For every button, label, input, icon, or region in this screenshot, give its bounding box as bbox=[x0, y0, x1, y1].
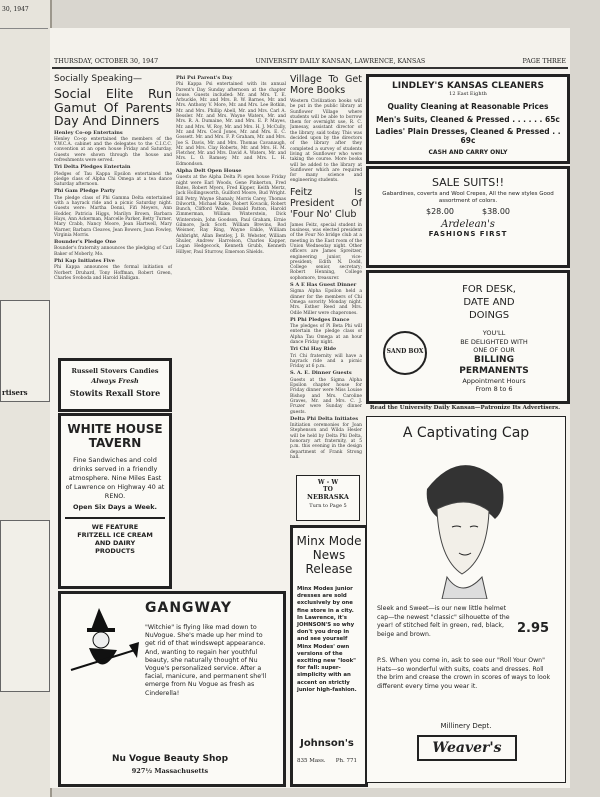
section-head: Alpha Delt Open House bbox=[176, 168, 242, 175]
ad-body: Minx Modes junior dresses are sold exclusively by one fine store in a city. In Lawrence, it's JOHNSON'S so why don't you drop in and see yourself Minx Modes' own versions of the exciting new "look" for fall: super-simplicity with an accent on strictly junior high-fashion. bbox=[297, 586, 357, 693]
social-headline: Social Elite Run Gamut Of Parents Day And Dinners bbox=[54, 86, 172, 128]
lindleys-cleaners-ad bbox=[366, 74, 570, 164]
ad-title: Minx Mode News Release bbox=[296, 534, 362, 576]
ad-title: TAVERN bbox=[88, 436, 142, 450]
ad-line: CASH AND CARRY ONLY bbox=[428, 149, 508, 156]
ad-store-name: Johnson's bbox=[300, 738, 354, 749]
ad-headline: FOR DESK, DATE AND DOINGS bbox=[462, 284, 516, 321]
ad-phone: Ph. 771 bbox=[335, 758, 357, 764]
section-body: Phi Kappa announces the formal initiation of Norbert Druhard, Tony Hoffman, Robert Green, Charles Svoboda and Harold Halligan. bbox=[54, 265, 172, 281]
section-head: Delta Phi Delta Initiates bbox=[290, 415, 359, 422]
ad-tagline: FASHIONS FIRST bbox=[428, 230, 508, 238]
story-body: James Feitz, special student in business, was elected president of the Four No bridge club at a meeting in the East room of the Union Wednesday night. Other officers are James Spreitzer, engineering junior, vice-president; Edith N. Dodd, College senior, secretary; Robert Henning, College sophomore, treasurer. bbox=[290, 222, 362, 281]
ad-address-row bbox=[297, 758, 357, 764]
ad-line: Always Fresh bbox=[91, 377, 139, 385]
ad-title: A Captivating Cap bbox=[402, 425, 530, 441]
billing-permanents-ad bbox=[366, 270, 570, 404]
header-page-number: PAGE THREE bbox=[522, 58, 566, 65]
adjacent-page-edge bbox=[0, 0, 52, 797]
ad-line: Quality Cleaning at Reasonable Prices bbox=[387, 102, 549, 111]
ad-department: Millinery Dept. bbox=[440, 722, 492, 730]
section-head: Phi Kap Initiates Five bbox=[54, 258, 115, 265]
minx-mode-ad bbox=[290, 525, 368, 787]
ad-price-line: Ladies' Plain Dresses, Cleaned & Pressed . . 69c bbox=[375, 127, 561, 145]
village-books-column bbox=[290, 74, 362, 469]
story-body: Western Civilization books will be put in the public library at Sunflower Village where students will be able to borrow them for overnight use, R. C. Jamesay, assistant director of the library, said today. This was decided upon by the directors of the library after they completed a survey of students living at Sunflower who were taking the course. More books will be added to the library at Sunflower which are required for many science and engineering students. bbox=[290, 99, 362, 184]
ad-address: 12 East Eighth bbox=[449, 91, 487, 97]
header-date: THURSDAY, OCTOBER 30, 1947 bbox=[54, 58, 159, 65]
nebraska-box bbox=[296, 475, 360, 521]
ad-body: "Witchie" is flying like mad down to NuVogue. She's made up her mind to get rid of that windswept appearance. And, wanting to regain her youthful beauty, she naturally thought of Nu Vogue's personalized service. After a facial, manicure, and permanent she'll emerge from Nu Vogue as fresh as Cinderella! bbox=[145, 624, 267, 697]
ad-body: Gabardines, coverts and Wool Crepes, All the new styles Good assortment of colors. bbox=[382, 191, 554, 204]
woman-portrait-illustration bbox=[407, 449, 517, 599]
ad-price: $28.00 bbox=[426, 207, 454, 216]
ad-body: Sleek and Sweet—is our new little helmet cap—the newest "classic" silhouette of the year! of stitched felt in green, red, black, beige and brown. bbox=[377, 605, 510, 638]
header-rule bbox=[52, 67, 568, 69]
section-body: Sigma Alpha Epsilon held a dinner for the members of Chi Omega sorority Monday night. Mrs. Esther Reed and Mrs. Odile Miller were chaperones. bbox=[290, 289, 362, 316]
section-head: Phi Gam Pledge Party bbox=[54, 188, 116, 195]
box-line: TO bbox=[323, 486, 333, 493]
social-column bbox=[54, 74, 172, 352]
ad-price: $38.00 bbox=[482, 207, 510, 216]
witch-illustration bbox=[69, 600, 139, 695]
section-body: The pledges of Pi Beta Phi will entertain the pledge class of Alpha Tau Omega at an hour dance Friday night. bbox=[290, 324, 362, 345]
parents-day-column bbox=[176, 74, 286, 586]
box-line: W - W bbox=[317, 479, 339, 486]
section-head: Phi Psi Parent's Day bbox=[176, 75, 233, 81]
section-body: Pledges of Tau Kappa Epsilon entertained the pledge class of Alpha Chi Omega at a tea dance Saturday afternoon. bbox=[54, 171, 172, 188]
page-header bbox=[54, 58, 566, 65]
section-body: The pledge class of Phi Gamma Delta entertained with a hayrack ride and a picnic Saturday night. Guests were: Martha Denni, Fifi Meyers, Ann Hodder, Patricia Higgs, Marilyn Brown, Barbara Hays, Ann Ackerman, Marcelle Parker, Betty Turner, Mary Crabb, Nancy Moore, Jean Hartwell, Mary Warner, Barbara Cleaves, Jean Bowers, Joan Fowley, Virginia Morris. bbox=[54, 195, 172, 238]
ad-line: Russell Stovers Candies bbox=[71, 367, 159, 375]
ad-body: YOU'LL BE DELIGHTED WITH ONE OF OUR BILLING PERMANENTS Appointment Hours From 8 to 6 bbox=[459, 329, 529, 393]
box-line: NEBRASKA bbox=[307, 493, 349, 501]
section-head: Pi Phi Pledges Dance bbox=[290, 316, 350, 323]
section-body: Bounder's fraternity announces the pledging of Carl Baker of Moberly, Mo. bbox=[54, 246, 172, 257]
white-house-tavern-ad bbox=[58, 413, 172, 589]
sale-suits-ad bbox=[366, 166, 570, 268]
header-paper-name: UNIVERSITY DAILY KANSAN, LAWRENCE, KANSAS bbox=[255, 58, 426, 65]
ad-address: 835 Mass. bbox=[297, 758, 326, 764]
ad-body: Fine Sandwiches and cold drinks served in a friendly atmosphere. Nine Miles East of Lawrence on Highway 40 at RENO. bbox=[65, 456, 165, 500]
ad-ps: P.S. When you come in, ask to see our "Roll Your Own" Hats—so wonderful with suits, coats and dresses. Roll the brim and crease the crown in scores of ways to look different every time you wear it. bbox=[377, 657, 551, 690]
section-head: S A E Has Guest Dinner bbox=[290, 282, 357, 289]
section-body: Tri Chi fraternity will have a hayrack ride and a picnic Friday at 6 p.m. bbox=[290, 353, 362, 370]
section-head: Bounder's Pledge One bbox=[54, 239, 117, 246]
ad-brand: Ardelean's bbox=[441, 219, 495, 230]
ad-price: 2.95 bbox=[517, 621, 550, 636]
captivating-cap-ad bbox=[366, 416, 566, 783]
section-head: S. A. E. Dinner Guests bbox=[290, 370, 352, 377]
ad-title: GANGWAY bbox=[145, 600, 232, 616]
section-body: Guests at the Alpha Delta Pi open house Friday night were Earl Woods, Gene Pinkerton, Fred Bates, Robert Myers, Fred Kipper, Keith Mertz, Jack Hollingsworth, Guilford Moore, Bud Wright. Bill Petry, Wayne Shanaly, Morris Carey, Thomas Dilworth, Michael Rake, Robert Kovacik, Robert Bunch, Clifford Wade, Donald Patton, Harold Zimmerman, William Winterstein, Dick Winterstein, John Goodson, Paul Graham, Ernie Gilmore, Jack Scott. William Brevins, Rod Weisner, Ray Ring, Wayne Enkle, William Ashbright, Allan Bentley, J. B. Webster, William Shuler, Andrew Harrelson, Charles Kapper, Logan Hedgecock, Kenneth Grubb, Kenneth Hillyer, Paul Sturrow, Emerson Shields. bbox=[176, 175, 286, 255]
section-body: Henley Co-op entertained the members of the Y.W.C.A. cabinet and the delegates to the C.I.C.C. convention at an open house Friday and Saturday. Guests were shown through the house and refreshments were served. bbox=[54, 136, 172, 163]
gangway-ad bbox=[58, 591, 286, 787]
ad-price-line: Men's Suits, Cleaned & Pressed . . . . . . 65c bbox=[376, 115, 560, 124]
ad-store-name: Stowits Rexall Store bbox=[69, 388, 161, 398]
box-line: Turn to Page 5 bbox=[309, 503, 347, 509]
ad-feature: WE FEATURE FRITZELL ICE CREAM AND DAIRY PRODUCTS bbox=[77, 523, 153, 555]
ad-title: SALE SUITS!! bbox=[431, 176, 505, 189]
section-body: Guests at the Sigma Alpha Epsilon chapter house for Friday dinner were Miss Louise Bishop and Mrs. Caroline Graves, Mr. and Mrs. C. J. Fruzer were Sunday dinner guests. bbox=[290, 377, 362, 415]
patronize-advertisers-line: Read the University Daily Kansan—Patronize Its Advertisers. bbox=[369, 405, 561, 411]
social-kicker: Socially Speaking— bbox=[54, 74, 142, 84]
adjacent-page-ad-box bbox=[0, 300, 50, 402]
adjacent-page-rule bbox=[0, 28, 48, 29]
sandbox-logo: SAND BOX bbox=[383, 331, 427, 375]
ad-shop-name: Nu Vogue Beauty Shop bbox=[111, 754, 229, 764]
section-head: Tri Chi Hay Ride bbox=[290, 346, 337, 353]
weavers-logo: Weaver's bbox=[417, 735, 517, 761]
section-body: Phi Kappa Psi entertained with its annual Parent's Day Sunday afternoon at the chapter house. Guests included: Mr. and Mrs. T. E. Arbuckle, Mr. and Mrs. B. W. Barnes, Mr. and Mrs. Anthony V. More, Mr. and Mrs. Lee Botkin, Mr. and Mrs. Phillip Abell, Mr. and Mrs. Carl A. Bessler. Mr. and Mrs. Wayne Waters, Mr. and Mrs. R. A. Dumaine, Mr. and Mrs. E. P. Mayes, Mr. and Mrs. W. Roy, Mr. and Mrs. H. J. McCully, Mr. and Mrs. Cecil Jones, Mr. and Mrs. E. C. Gossett. Mr. and Mrs. F. P. Graham, Mr. and Mrs. Joe S. Davis, Mr. and Mrs. Thomas Cavanaugh, Mr. and Mrs. Clay Roberts, Mr. and Mrs. H. M. Fletcher, Mr. and Mrs. David A. Waters, Mr. and Mrs. L. O. Ramsey. Mr. and Mrs. L. H. Edmondson. bbox=[176, 82, 286, 167]
ad-prices bbox=[369, 207, 567, 216]
adjacent-page-ad-box-2 bbox=[0, 520, 50, 692]
story-headline: Feitz Is President Of 'Four No' Club bbox=[290, 186, 362, 220]
section-body: Initiation ceremonies for Joan Stephenson and Wilda Hesler will be held by Delta Phi Delta, honorary art fraternity, at 5 p.m. this evening in the design department of Frank Strong hall. bbox=[290, 423, 362, 460]
ad-hours: Open Six Days a Week. bbox=[73, 503, 157, 511]
section-head: Henley Co-op Entertains bbox=[54, 129, 123, 136]
adjacent-page-text: rtisers bbox=[2, 388, 28, 397]
russell-stovers-ad bbox=[58, 358, 172, 412]
ad-title: WHITE HOUSE bbox=[67, 422, 163, 436]
story-headline: Village To Get More Books bbox=[290, 74, 362, 96]
ad-address: 927½ Massachusetts bbox=[131, 767, 209, 775]
section-head: Tri Delta Pledges Entertain bbox=[54, 164, 131, 171]
ad-title: LINDLEY'S KANSAS CLEANERS bbox=[392, 81, 544, 91]
adjacent-page-date: 30, 1947 bbox=[2, 6, 29, 13]
